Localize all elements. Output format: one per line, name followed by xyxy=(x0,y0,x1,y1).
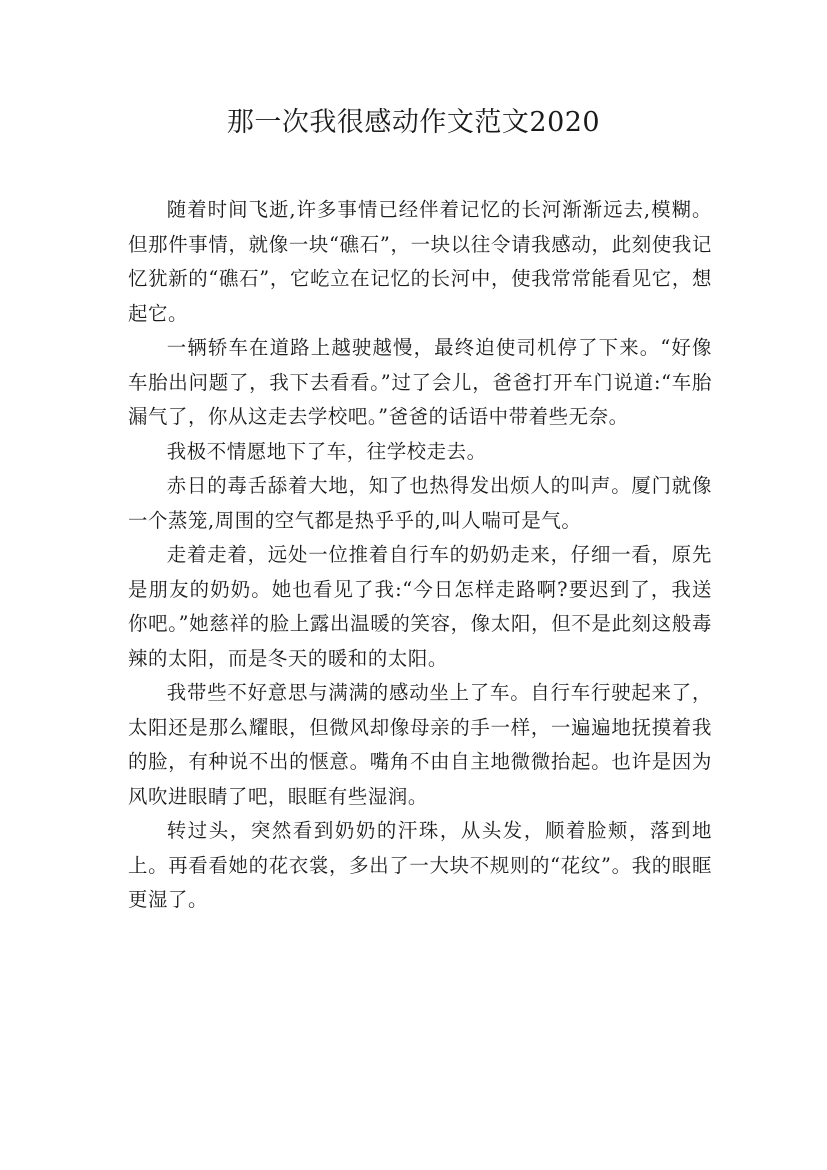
document-body xyxy=(128,193,712,918)
paragraph: 走着走着，远处一位推着自行车的奶奶走来，仔细一看，原先是朋友的奶奶。她也看见了我:“今日怎样走路啊?要迟到了，我送你吧。”她慈祥的脸上露出温暖的笑容，像太阳，但不是此刻这般毒辣的太阳，而是冬天的暖和的太阳。 xyxy=(128,543,712,670)
document-title: 那一次我很感动作文范文2020 xyxy=(226,107,601,138)
paragraph: 赤日的毒舌舔着大地，知了也热得发出烦人的叫声。厦门就像一个蒸笼,周围的空气都是热乎乎的,叫人喘可是气。 xyxy=(128,474,712,532)
paragraph: 一辆轿车在道路上越驶越慢，最终迫使司机停了下来。“好像车胎出问题了，我下去看看。”过了会儿，爸爸打开车门说道:“车胎漏气了，你从这走去学校吧。”爸爸的话语中带着些无奈。 xyxy=(128,336,712,428)
paragraph: 我极不情愿地下了车，往学校走去。 xyxy=(166,439,487,463)
paragraph: 转过头，突然看到奶奶的汗珠，从头发，顺着脸颊，落到地上。再看看她的花衣裳，多出了一大块不规则的“花纹”。我的眼眶更湿了。 xyxy=(128,819,712,911)
paragraph: 我带些不好意思与满满的感动坐上了车。自行车行驶起来了，太阳还是那么耀眼，但微风却像母亲的手一样，一遍遍地抚摸着我的脸，有种说不出的惬意。嘴角不由自主地微微抬起。也许是因为风吹进眼睛了吧，眼眶有些湿润。 xyxy=(128,681,712,808)
paragraph: 随着时间飞逝,许多事情已经伴着记忆的长河渐渐远去,模糊。但那件事情，就像一块“礁石”，一块以往令请我感动，此刻使我记忆犹新的“礁石”，它屹立在记忆的长河中，使我常常能看见它，想起它。 xyxy=(128,198,712,325)
